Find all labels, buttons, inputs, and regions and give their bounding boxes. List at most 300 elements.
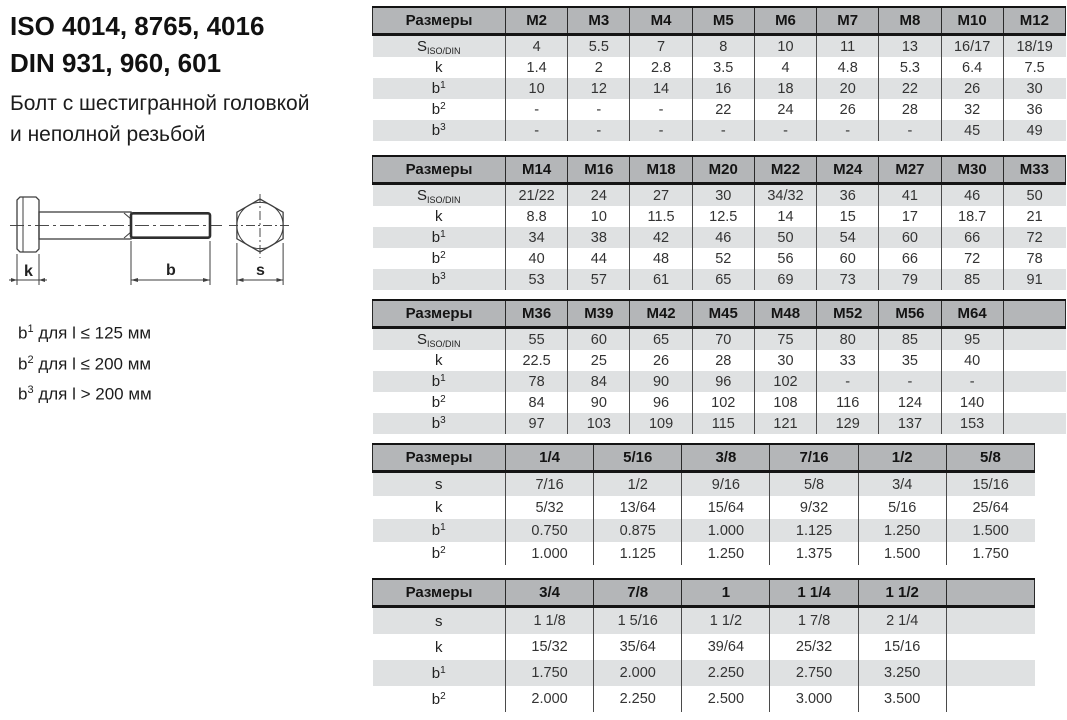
- value-cell: 96: [630, 392, 692, 413]
- table-row: [373, 392, 1066, 413]
- value-cell: -: [941, 371, 1003, 392]
- row-label-base: b: [431, 122, 441, 139]
- row-label-cell: [373, 269, 506, 290]
- table-row: [373, 78, 1066, 99]
- value-cell: 3/4: [858, 472, 946, 497]
- value-cell: 1 5/16: [594, 607, 682, 635]
- row-label-base: b: [431, 101, 441, 118]
- value-cell: 1 1/2: [682, 607, 770, 635]
- value-cell: 30: [1003, 78, 1065, 99]
- value-cell: 78: [506, 371, 568, 392]
- value-cell: 140: [941, 392, 1003, 413]
- s-arrow-right: [277, 278, 284, 282]
- table-header-row: [373, 7, 1066, 35]
- row-label-base: k: [435, 638, 443, 656]
- value-cell: 26: [817, 99, 879, 120]
- title-line-1: ISO 4014, 8765, 4016: [10, 11, 265, 41]
- value-cell: 137: [879, 413, 941, 434]
- table-row: [373, 413, 1066, 434]
- table-row: [373, 206, 1066, 227]
- value-cell: 38: [568, 227, 630, 248]
- empty-value-cell: [946, 634, 1034, 660]
- empty-header-cell: [1003, 300, 1065, 328]
- value-cell: 48: [630, 248, 692, 269]
- value-cell: 95: [941, 328, 1003, 351]
- dimension-table-3: [372, 299, 1066, 434]
- value-cell: 60: [817, 248, 879, 269]
- dimension-table-2: [372, 155, 1066, 290]
- column-header-cell: 3/4: [506, 579, 594, 607]
- row-label-superscript: 1: [27, 323, 34, 335]
- value-cell: 66: [941, 227, 1003, 248]
- value-cell: 42: [630, 227, 692, 248]
- row-label-superscript: 3: [440, 122, 446, 133]
- value-cell: 12: [568, 78, 630, 99]
- value-cell: 115: [692, 413, 754, 434]
- value-cell: 12.5: [692, 206, 754, 227]
- value-cell: 1.375: [770, 542, 858, 565]
- row-label-cell: [373, 206, 506, 227]
- value-cell: 2.250: [594, 686, 682, 712]
- value-cell: 18.7: [941, 206, 1003, 227]
- value-cell: 80: [817, 328, 879, 351]
- value-cell: 1.250: [682, 542, 770, 565]
- value-cell: 91: [1003, 269, 1065, 290]
- value-cell: 52: [692, 248, 754, 269]
- table-row: [373, 607, 1035, 635]
- row-label-base: S: [416, 37, 427, 55]
- dim-label-k: k: [24, 263, 33, 280]
- column-header-cell: M2: [506, 7, 568, 35]
- value-cell: 3.000: [770, 686, 858, 712]
- column-header-cell: 1/4: [506, 444, 594, 472]
- row-label-base: s: [435, 476, 443, 493]
- value-cell: 8: [692, 35, 754, 58]
- value-cell: 2.750: [770, 660, 858, 686]
- value-cell: 13: [879, 35, 941, 58]
- value-cell: 25/64: [946, 496, 1034, 519]
- row-label-cell: [373, 519, 506, 542]
- empty-value-cell: [946, 686, 1034, 712]
- value-cell: 79: [879, 269, 941, 290]
- row-label-superscript: 1: [440, 373, 446, 384]
- empty-value-cell: [1003, 392, 1065, 413]
- footnote: [18, 316, 152, 347]
- value-cell: 153: [941, 413, 1003, 434]
- value-cell: 49: [1003, 120, 1065, 141]
- empty-header-cell: [946, 579, 1034, 607]
- value-cell: 1.500: [858, 542, 946, 565]
- row-label-superscript: 3: [440, 271, 446, 282]
- row-label-base: b: [431, 664, 441, 682]
- value-cell: 61: [630, 269, 692, 290]
- value-cell: 0.875: [594, 519, 682, 542]
- corner-header-cell: Размеры: [373, 7, 506, 35]
- value-cell: 15: [817, 206, 879, 227]
- value-cell: 7/16: [506, 472, 594, 497]
- value-cell: 32: [941, 99, 1003, 120]
- column-header-cell: 5/16: [594, 444, 682, 472]
- table-header-row: [373, 444, 1035, 472]
- row-label-superscript: 2: [27, 353, 34, 366]
- column-header-cell: M30: [941, 156, 1003, 184]
- value-cell: 90: [630, 371, 692, 392]
- corner-header-cell: Размеры: [373, 444, 506, 472]
- value-cell: 20: [817, 78, 879, 99]
- value-cell: -: [817, 120, 879, 141]
- row-label-cell: [373, 413, 506, 434]
- dim-label-b: b: [166, 262, 176, 279]
- column-header-cell: M10: [941, 7, 1003, 35]
- value-cell: -: [506, 99, 568, 120]
- value-cell: 65: [692, 269, 754, 290]
- value-cell: 10: [506, 78, 568, 99]
- row-label-superscript: 3: [27, 384, 34, 397]
- table-row: [373, 57, 1066, 78]
- page-subtitle: [10, 88, 309, 150]
- value-cell: -: [568, 99, 630, 120]
- table-header-row: [373, 156, 1066, 184]
- value-cell: 22.5: [506, 350, 568, 371]
- value-cell: 46: [692, 227, 754, 248]
- value-cell: 129: [817, 413, 879, 434]
- value-cell: 40: [941, 350, 1003, 371]
- row-label-base: b: [18, 354, 28, 374]
- column-header-cell: M20: [692, 156, 754, 184]
- column-header-cell: 1/2: [858, 444, 946, 472]
- table-row: [373, 686, 1035, 712]
- value-cell: 50: [754, 227, 816, 248]
- row-label-base: b: [18, 384, 28, 404]
- value-cell: 69: [754, 269, 816, 290]
- value-cell: -: [817, 371, 879, 392]
- value-cell: 60: [879, 227, 941, 248]
- value-cell: 4.8: [817, 57, 879, 78]
- row-label-cell: [373, 472, 506, 497]
- table-row: [373, 120, 1066, 141]
- empty-value-cell: [1003, 328, 1065, 351]
- footnote-text: для l ≤ 200 мм: [33, 354, 152, 374]
- row-label-superscript: 2: [440, 690, 446, 702]
- value-cell: 18: [754, 78, 816, 99]
- row-label-base: k: [435, 499, 443, 516]
- value-cell: 39/64: [682, 634, 770, 660]
- row-label-cell: [373, 227, 506, 248]
- row-label-superscript: 3: [440, 415, 446, 426]
- value-cell: 15/16: [946, 472, 1034, 497]
- row-label-base: k: [435, 208, 443, 225]
- column-header-cell: 3/8: [682, 444, 770, 472]
- column-header-cell: M64: [941, 300, 1003, 328]
- row-label-cell: [373, 35, 506, 58]
- value-cell: 9/32: [770, 496, 858, 519]
- value-cell: 1/2: [594, 472, 682, 497]
- row-label-superscript: 2: [440, 101, 446, 112]
- value-cell: 1.250: [858, 519, 946, 542]
- value-cell: -: [879, 371, 941, 392]
- row-label-subscript: ISO/DIN: [427, 338, 461, 349]
- row-label-cell: [373, 634, 506, 660]
- value-cell: 10: [754, 35, 816, 58]
- row-label-base: b: [431, 229, 441, 246]
- row-label-cell: [373, 371, 506, 392]
- row-label-superscript: 2: [440, 394, 446, 405]
- value-cell: 22: [692, 99, 754, 120]
- value-cell: 116: [817, 392, 879, 413]
- row-label-superscript: 2: [440, 545, 446, 556]
- bolt-head-side-view: [17, 197, 39, 252]
- value-cell: 2: [568, 57, 630, 78]
- row-label-cell: [373, 607, 506, 635]
- row-label-base: b: [431, 415, 441, 432]
- row-label-cell: [373, 686, 506, 712]
- value-cell: 28: [692, 350, 754, 371]
- column-header-cell: M24: [817, 156, 879, 184]
- value-cell: 10: [568, 206, 630, 227]
- b-arrow-right: [203, 278, 210, 282]
- row-label-base: b: [18, 323, 28, 343]
- row-label-cell: [373, 496, 506, 519]
- value-cell: -: [568, 120, 630, 141]
- value-cell: 9/16: [682, 472, 770, 497]
- value-cell: 55: [506, 328, 568, 351]
- value-cell: 34: [506, 227, 568, 248]
- page-title: [10, 8, 264, 82]
- value-cell: 44: [568, 248, 630, 269]
- dim-label-s: s: [256, 262, 265, 279]
- value-cell: 22: [879, 78, 941, 99]
- column-header-cell: M14: [506, 156, 568, 184]
- value-cell: 8.8: [506, 206, 568, 227]
- value-cell: 14: [754, 206, 816, 227]
- value-cell: 78: [1003, 248, 1065, 269]
- value-cell: 35/64: [594, 634, 682, 660]
- corner-header-cell: Размеры: [373, 156, 506, 184]
- column-header-cell: M22: [754, 156, 816, 184]
- row-label-cell: [373, 542, 506, 565]
- value-cell: 66: [879, 248, 941, 269]
- row-label-cell: [373, 57, 506, 78]
- value-cell: 46: [941, 184, 1003, 207]
- column-header-cell: M39: [568, 300, 630, 328]
- dimension-table-4: [372, 443, 1035, 565]
- table-row: [373, 472, 1035, 497]
- value-cell: 84: [506, 392, 568, 413]
- row-label-base: b: [431, 545, 441, 562]
- row-label-cell: [373, 78, 506, 99]
- value-cell: 96: [692, 371, 754, 392]
- value-cell: 14: [630, 78, 692, 99]
- value-cell: 73: [817, 269, 879, 290]
- subtitle-line-1: Болт с шестигранной головкой: [10, 92, 310, 115]
- row-label-base: b: [431, 271, 441, 288]
- value-cell: 1.750: [506, 660, 594, 686]
- row-label-base: S: [416, 186, 427, 204]
- row-label-base: k: [435, 352, 443, 369]
- value-cell: 15/64: [682, 496, 770, 519]
- value-cell: 21/22: [506, 184, 568, 207]
- value-cell: 21: [1003, 206, 1065, 227]
- value-cell: 70: [692, 328, 754, 351]
- row-label-cell: [373, 120, 506, 141]
- value-cell: 1.000: [682, 519, 770, 542]
- row-label-base: s: [435, 612, 443, 630]
- footnote: [18, 377, 152, 408]
- value-cell: 36: [817, 184, 879, 207]
- value-cell: 15/16: [858, 634, 946, 660]
- value-cell: 16: [692, 78, 754, 99]
- value-cell: 90: [568, 392, 630, 413]
- subtitle-line-2: и неполной резьбой: [10, 123, 206, 146]
- value-cell: 2.500: [682, 686, 770, 712]
- row-label-superscript: 2: [440, 250, 446, 261]
- value-cell: 2.000: [506, 686, 594, 712]
- row-label-superscript: 1: [440, 664, 446, 676]
- table-row: [373, 99, 1066, 120]
- empty-value-cell: [1003, 413, 1065, 434]
- value-cell: 25: [568, 350, 630, 371]
- table-row: [373, 269, 1066, 290]
- value-cell: 54: [817, 227, 879, 248]
- value-cell: 16/17: [941, 35, 1003, 58]
- column-header-cell: M27: [879, 156, 941, 184]
- value-cell: -: [879, 120, 941, 141]
- value-cell: 97: [506, 413, 568, 434]
- value-cell: 41: [879, 184, 941, 207]
- b-arrow-left: [131, 278, 138, 282]
- table-row: [373, 248, 1066, 269]
- row-label-cell: [373, 392, 506, 413]
- row-label-base: b: [431, 80, 441, 97]
- value-cell: 85: [941, 269, 1003, 290]
- value-cell: 30: [754, 350, 816, 371]
- value-cell: 7: [630, 35, 692, 58]
- value-cell: 3.250: [858, 660, 946, 686]
- column-header-cell: M48: [754, 300, 816, 328]
- bolt-technical-drawing: [8, 188, 308, 306]
- column-header-cell: M45: [692, 300, 754, 328]
- row-label-cell: [373, 248, 506, 269]
- row-label-subscript: ISO/DIN: [427, 194, 461, 205]
- row-label-base: k: [435, 59, 443, 76]
- row-label-cell: [373, 184, 506, 207]
- value-cell: 1 1/8: [506, 607, 594, 635]
- value-cell: 102: [754, 371, 816, 392]
- row-label-base: b: [431, 373, 441, 390]
- value-cell: 2.000: [594, 660, 682, 686]
- row-label-base: b: [431, 394, 441, 411]
- value-cell: 84: [568, 371, 630, 392]
- row-label-superscript: 1: [440, 522, 446, 533]
- value-cell: 102: [692, 392, 754, 413]
- value-cell: 35: [879, 350, 941, 371]
- empty-value-cell: [1003, 350, 1065, 371]
- value-cell: 0.750: [506, 519, 594, 542]
- value-cell: 6.4: [941, 57, 1003, 78]
- value-cell: 17: [879, 206, 941, 227]
- title-line-2: DIN 931, 960, 601: [10, 48, 222, 78]
- value-cell: 27: [630, 184, 692, 207]
- k-arrow-right: [39, 278, 45, 282]
- value-cell: 24: [754, 99, 816, 120]
- value-cell: 65: [630, 328, 692, 351]
- value-cell: 108: [754, 392, 816, 413]
- value-cell: 4: [754, 57, 816, 78]
- value-cell: 4: [506, 35, 568, 58]
- dimension-table-5: [372, 578, 1035, 712]
- table-row: [373, 350, 1066, 371]
- value-cell: 75: [754, 328, 816, 351]
- value-cell: 24: [568, 184, 630, 207]
- row-label-superscript: 1: [440, 229, 446, 240]
- column-header-cell: 7/8: [594, 579, 682, 607]
- table-row: [373, 660, 1035, 686]
- empty-value-cell: [946, 607, 1034, 635]
- column-header-cell: M4: [630, 7, 692, 35]
- column-header-cell: M33: [1003, 156, 1065, 184]
- value-cell: 5/16: [858, 496, 946, 519]
- value-cell: 72: [1003, 227, 1065, 248]
- value-cell: 34/32: [754, 184, 816, 207]
- value-cell: 53: [506, 269, 568, 290]
- column-header-cell: 1 1/4: [770, 579, 858, 607]
- k-arrow-left: [11, 278, 17, 282]
- value-cell: 3.5: [692, 57, 754, 78]
- value-cell: 40: [506, 248, 568, 269]
- value-cell: 124: [879, 392, 941, 413]
- value-cell: 109: [630, 413, 692, 434]
- table-row: [373, 496, 1035, 519]
- column-header-cell: 1 1/2: [858, 579, 946, 607]
- value-cell: 3.500: [858, 686, 946, 712]
- column-header-cell: M18: [630, 156, 692, 184]
- value-cell: -: [754, 120, 816, 141]
- value-cell: 1.500: [946, 519, 1034, 542]
- value-cell: 1.125: [770, 519, 858, 542]
- table-header-row: [373, 579, 1035, 607]
- value-cell: 26: [941, 78, 1003, 99]
- value-cell: 50: [1003, 184, 1065, 207]
- value-cell: 103: [568, 413, 630, 434]
- value-cell: 5.3: [879, 57, 941, 78]
- empty-value-cell: [946, 660, 1034, 686]
- value-cell: 45: [941, 120, 1003, 141]
- table-row: [373, 634, 1035, 660]
- table-row: [373, 184, 1066, 207]
- corner-header-cell: Размеры: [373, 300, 506, 328]
- value-cell: 11: [817, 35, 879, 58]
- value-cell: 13/64: [594, 496, 682, 519]
- value-cell: 56: [754, 248, 816, 269]
- value-cell: 57: [568, 269, 630, 290]
- row-label-superscript: 1: [440, 80, 446, 91]
- value-cell: 33: [817, 350, 879, 371]
- row-label-base: S: [416, 330, 427, 348]
- row-label-cell: [373, 99, 506, 120]
- value-cell: 11.5: [630, 206, 692, 227]
- value-cell: 1 7/8: [770, 607, 858, 635]
- corner-header-cell: Размеры: [373, 579, 506, 607]
- value-cell: 5.5: [568, 35, 630, 58]
- column-header-cell: M5: [692, 7, 754, 35]
- column-header-cell: M42: [630, 300, 692, 328]
- value-cell: 5/8: [770, 472, 858, 497]
- table-row: [373, 371, 1066, 392]
- table-row: [373, 35, 1066, 58]
- column-header-cell: M52: [817, 300, 879, 328]
- value-cell: 72: [941, 248, 1003, 269]
- row-label-base: b: [431, 522, 441, 539]
